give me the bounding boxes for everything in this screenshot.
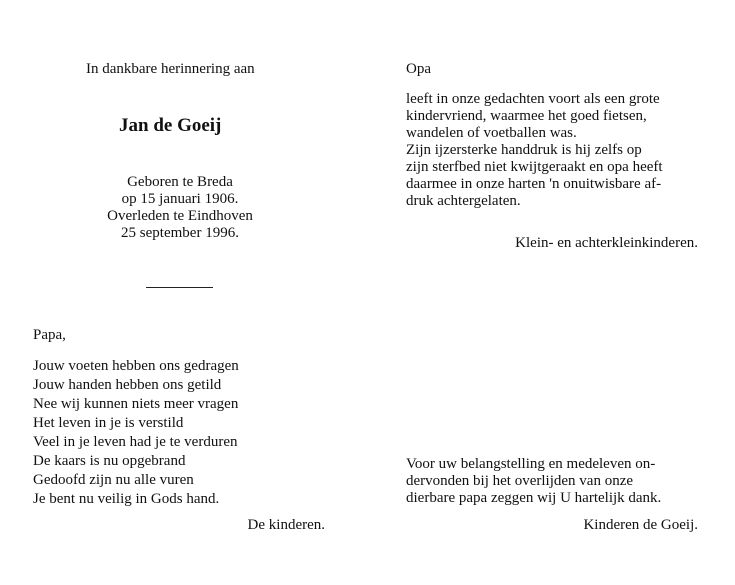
tribute-signature: Klein- en achterkleinkinderen.	[515, 235, 698, 251]
thanks-line: dervonden bij het overlijden van onze	[406, 473, 634, 489]
poem-line: Je bent nu veilig in Gods hand.	[33, 491, 220, 507]
poem-line: Jouw handen hebben ons getild	[33, 377, 222, 393]
bio-line: Overleden te Eindhoven	[107, 208, 253, 224]
poem-line: Veel in je leven had je te verduren	[33, 434, 238, 450]
poem-line: De kaars is nu opgebrand	[33, 453, 186, 469]
poem-line: Het leven in je is verstild	[33, 415, 184, 431]
bio-line: op 15 januari 1906.	[121, 191, 239, 207]
tribute-line: Zijn ijzersterke handdruk is hij zelfs op	[406, 142, 642, 158]
intro-text: In dankbare herinnering aan	[86, 61, 255, 77]
divider-line	[146, 287, 213, 288]
right-greeting: Opa	[406, 61, 431, 77]
poem	[33, 357, 239, 509]
tribute-text	[406, 91, 663, 210]
poem-signature: De kinderen.	[247, 517, 325, 533]
tribute-line: kindervriend, waarmee het goed fietsen,	[406, 108, 647, 124]
deceased-name: Jan de Goeij	[119, 115, 222, 136]
tribute-line: zijn sterfbed niet kwijtgeraakt en opa heeft	[406, 159, 663, 175]
poem-line: Jouw voeten hebben ons gedragen	[33, 358, 239, 374]
poem-greeting: Papa,	[33, 327, 66, 343]
bio-line: 25 september 1996.	[121, 225, 239, 241]
bio-block	[70, 174, 290, 242]
poem-line: Nee wij kunnen niets meer vragen	[33, 396, 239, 412]
tribute-line: daarmee in onze harten 'n onuitwisbare af-	[406, 176, 662, 192]
thanks-line: dierbare papa zeggen wij U hartelijk dank.	[406, 490, 662, 506]
tribute-line: druk achtergelaten.	[406, 193, 521, 209]
bio-line: Geboren te Breda	[127, 174, 233, 190]
tribute-line: leeft in onze gedachten voort als een grote	[406, 91, 660, 107]
thanks-line: Voor uw belangstelling en medeleven on-	[406, 456, 656, 472]
thanks-signature: Kinderen de Goeij.	[583, 517, 698, 533]
poem-line: Gedoofd zijn nu alle vuren	[33, 472, 194, 488]
tribute-line: wandelen of voetballen was.	[406, 125, 577, 141]
thanks-text	[406, 456, 661, 507]
